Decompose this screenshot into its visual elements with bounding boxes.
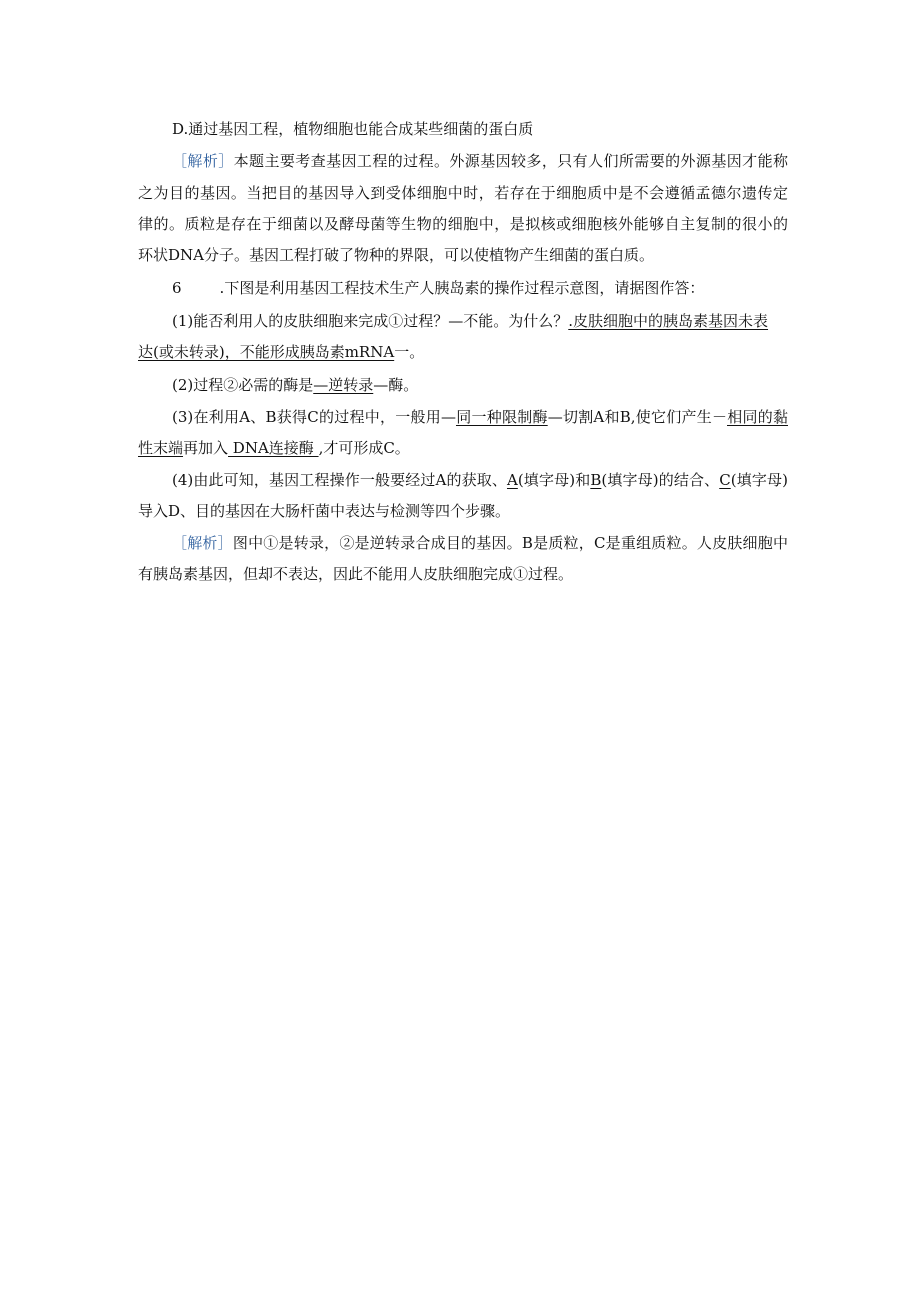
question-6-part-3-line-1: [172, 407, 788, 427]
part-4-text-3: (填字母)的结合、: [601, 471, 720, 489]
question-number: 6: [172, 279, 182, 297]
option-d: D.通过基因工程，植物细胞也能合成某些细菌的蛋白质: [172, 120, 534, 138]
part-1-end: 一。: [394, 343, 425, 361]
part-3-answer-2b: 性末端: [138, 439, 184, 457]
part-4-text-2: (填字母)和: [517, 471, 591, 489]
part-3-answer-2: 相同的黏: [727, 408, 788, 426]
part-1-answer-1: .皮肤细胞中的胰岛素基因未表: [568, 312, 769, 330]
question-6-stem: [172, 278, 788, 298]
part-4-answer-c: C: [719, 471, 731, 489]
question-stem: .下图是利用基因工程技术生产人胰岛素的操作过程示意图，请据图作答：: [219, 279, 705, 297]
part-3-answer-3: DNA连接酶: [228, 439, 319, 457]
analysis-1-text-1: 本题主要考查基因工程的过程。外源基因较多，只有人们所需要的外源基因才能称: [233, 152, 788, 170]
question-6-part-2: [172, 375, 788, 395]
part-4-answer-a: A: [506, 471, 518, 489]
part-2-answer: —逆转录: [313, 376, 374, 394]
part-4-answer-b: B: [590, 471, 602, 489]
part-3-end: ,才可形成C。: [318, 439, 410, 457]
analysis-1-line-3: 律的。质粒是存在于细菌以及酵母菌等生物的细胞中，是拟核或细胞核外能够自主复制的很小的: [138, 215, 788, 233]
analysis-2-line-1: [172, 533, 788, 553]
part-2-text: (2)过程②必需的酶是: [172, 376, 314, 394]
part-2-end: —酶。: [373, 376, 419, 394]
analysis-tag: ［解析］: [172, 534, 233, 552]
analysis-1-line-2: 之为目的基因。当把目的基因导入到受体细胞中时，若存在于细胞质中是不会遵循孟德尔遗传定: [138, 184, 788, 202]
analysis-1-line-1: [172, 151, 788, 171]
question-6-part-4-line-1: [172, 470, 788, 490]
part-1-answer-2: 达(或未转录)，不能形成胰岛素mRNA: [138, 343, 395, 361]
part-4-text: (4)由此可知，基因工程操作一般要经过A的获取、: [172, 471, 507, 489]
question-6-part-4-line-2: 导入D、目的基因在大肠杆菌中表达与检测等四个步骤。: [138, 502, 511, 520]
part-1-text: (1)能否利用人的皮肤细胞来完成①过程？—不能。为什么？: [172, 312, 569, 330]
part-3-text-3: 再加入: [183, 439, 229, 457]
question-6-part-1-line-2: [138, 342, 788, 362]
part-3-answer-1: 同一种限制酶: [455, 408, 548, 426]
question-6-part-3-line-2: [138, 438, 788, 458]
part-3-text: (3)在利用A、B获得C的过程中，一般用—: [172, 408, 456, 426]
analysis-tag: ［解析］: [172, 152, 234, 170]
part-3-text-2: —切割A和B,使它们产生－: [547, 408, 728, 426]
question-6-part-1-line-1: [172, 311, 788, 331]
analysis-2-line-2: 有胰岛素基因，但却不表达，因此不能用人皮肤细胞完成①过程。: [138, 565, 574, 583]
part-4-text-4: (填字母): [730, 471, 788, 489]
analysis-1-line-4: 环状DNA分子。基因工程打破了物种的界限，可以使植物产生细菌的蛋白质。: [138, 246, 654, 264]
analysis-2-text-1: 图中①是转录，②是逆转录合成目的基因。B是质粒，C是重组质粒。人皮肤细胞中: [232, 534, 788, 552]
